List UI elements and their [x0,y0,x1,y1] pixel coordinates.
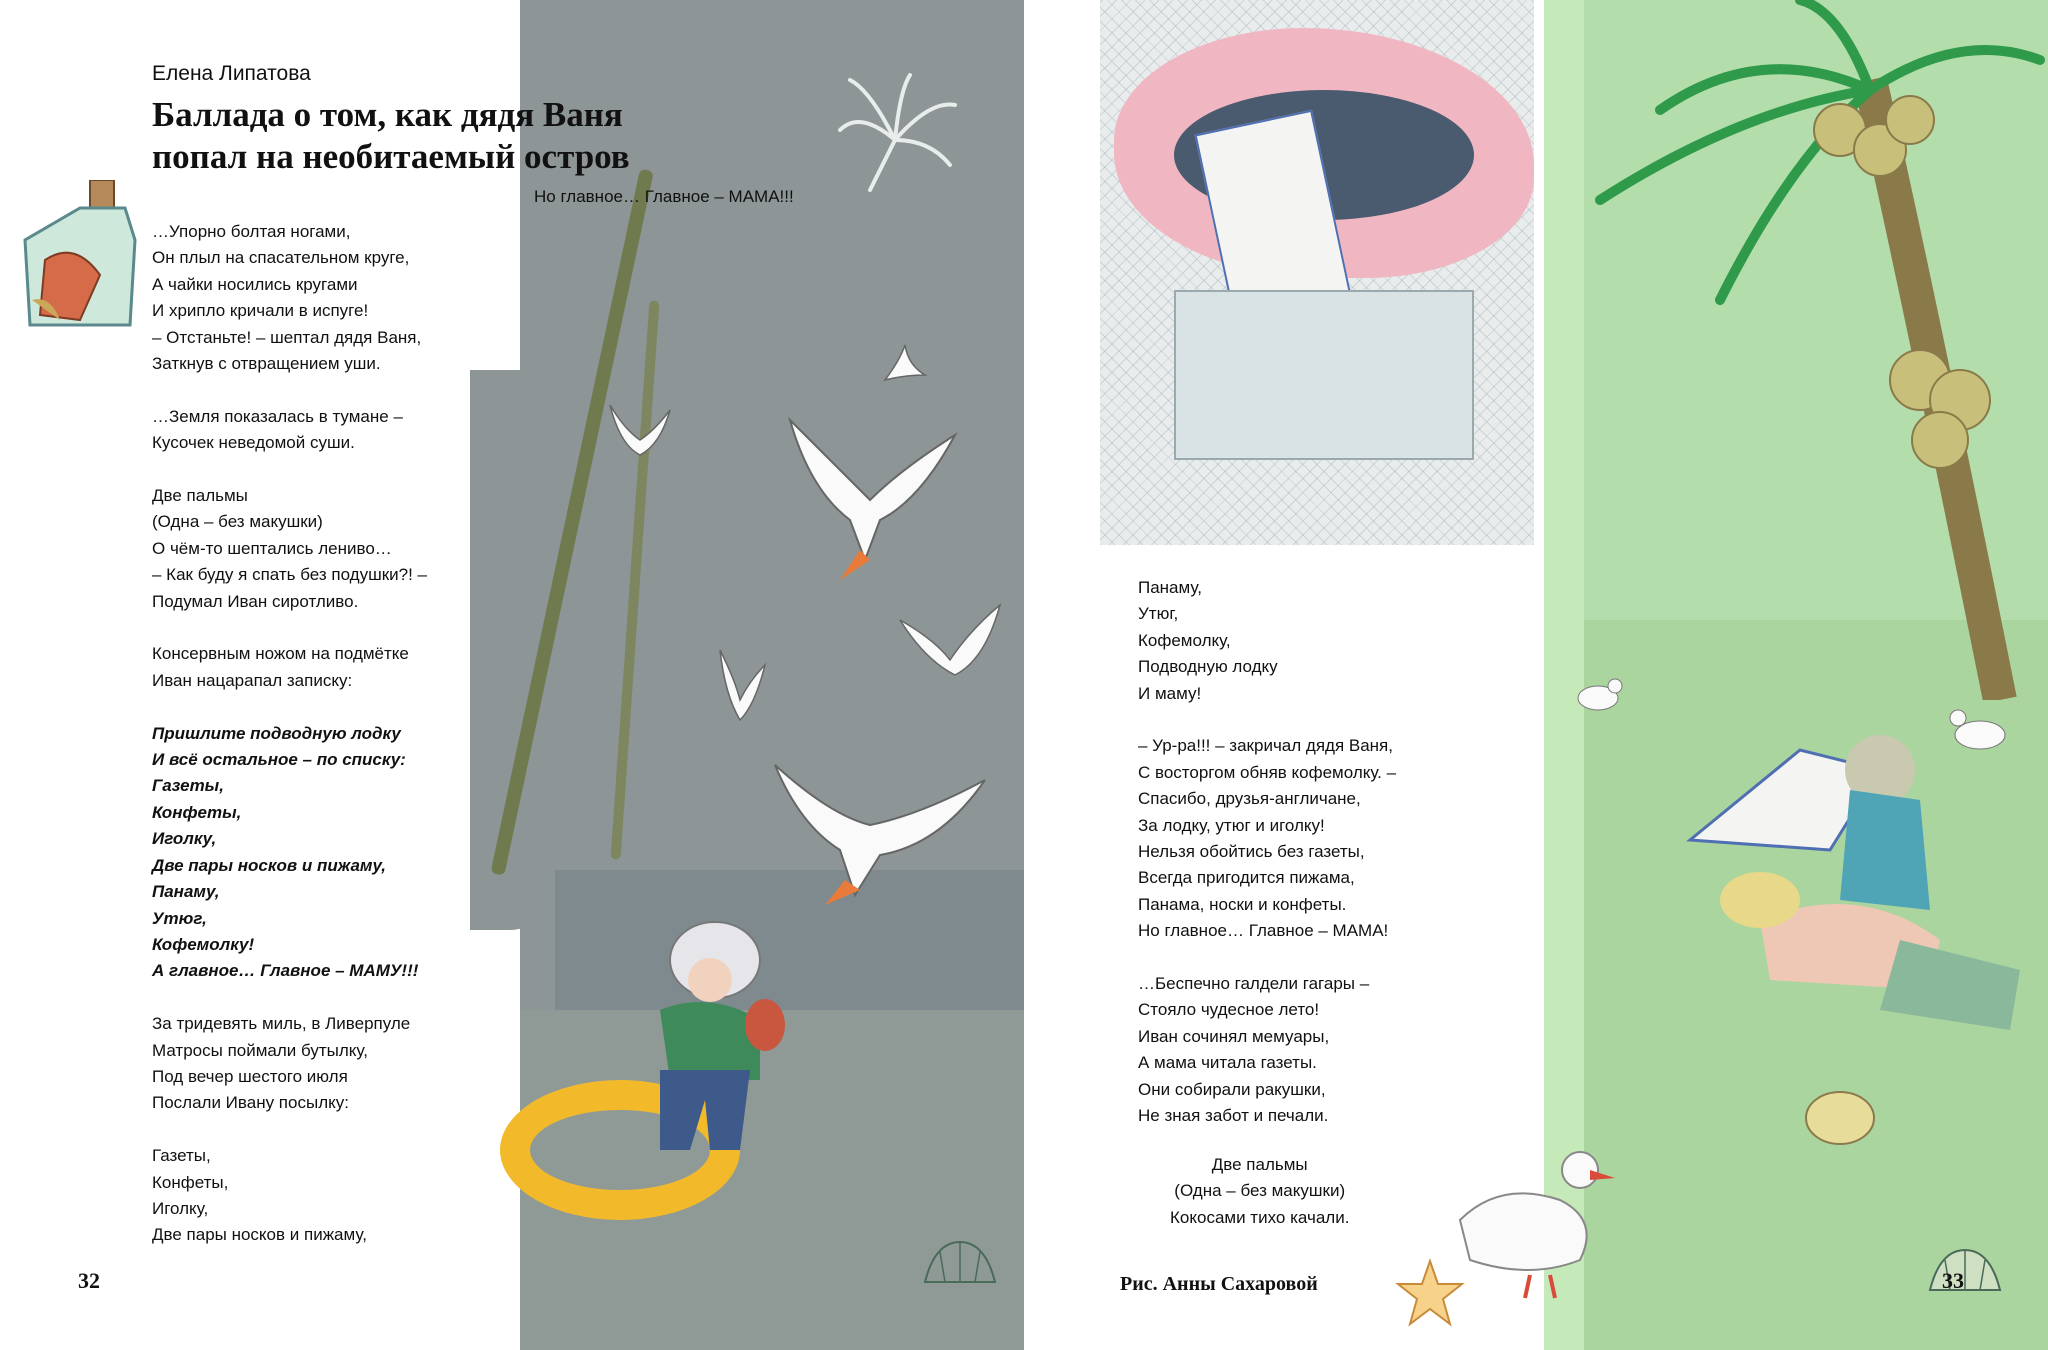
poem-line: Иголку, [152,829,217,849]
poem-line: Иван нацарапал записку: [152,670,353,690]
stanza-gap [152,985,427,1011]
poem-line: Не зная забот и печали. [1138,1106,1329,1126]
poem-line: Стояло чудесное лето! [1138,1000,1320,1020]
poem-line: Кофемолку! [152,934,255,954]
poem-line: Нельзя обойтись без газеты, [1138,842,1365,862]
gull-standing-illustration [1440,1140,1620,1300]
uncle-vanya-illustration [600,920,840,1160]
mother-reading-illustration [1680,710,2040,1090]
page-number: 33 [1942,1268,1964,1293]
poem-line: С восторгом обняв кофемолку. – [1138,762,1397,782]
epigraph: Но главное… Главное – МАМА!!! [534,187,794,206]
poem-line: Но главное… Главное – МАМА! [1138,921,1389,941]
poem-line: Кусочек неведомой суши. [152,433,355,453]
poem-line: – Ур-ра!!! – закричал дядя Ваня, [1138,736,1393,756]
poem-line: …Беспечно галдели гагары – [1138,974,1370,994]
poem-line: Кофемолку, [1138,630,1231,650]
poem-line: – Как буду я спать без подушки?! – [152,565,427,585]
poem-line: Конфеты, [152,802,242,822]
poem-line: Он плыл на спасательном круге, [152,248,410,268]
poem-line: Подумал Иван сиротливо. [152,591,359,611]
stanza-gap [1138,707,1396,733]
stanza-gap [152,615,427,641]
poem-line: Заткнув с отвращением уши. [152,354,381,374]
seagull-icon [880,340,930,390]
poem-line: Кокосами тихо качали. [1170,1207,1350,1227]
poem-line: Две пальмы [152,486,248,506]
poem-line: А главное… Главное – МАМУ!!! [152,961,419,981]
poem-line: О чём-то шептались лениво… [152,538,392,558]
illustrator-credit: Рис. Анны Сахаровой [1120,1273,1318,1295]
seagull-icon [770,410,960,590]
poem-line: Утюг, [152,908,207,928]
message-bottle-icon [20,180,140,330]
poem-line: Консервным ножом на подмётке [152,644,409,664]
poem-line: Матросы поймали бутылку, [152,1040,368,1060]
shell-icon [1920,1240,2010,1300]
poem-line: И хрипло кричали в испуге! [152,301,369,321]
poem-line: Иван сочинял мемуары, [1138,1026,1330,1046]
poem-line: А мама читала газеты. [1138,1053,1317,1073]
poem-line: (Одна – без макушки) [152,512,323,532]
poem-line: Послали Ивану посылку: [152,1093,349,1113]
poem-line: И всё остальное – по списку: [152,750,406,770]
author-name: Елена Липатова [152,62,311,85]
shell-icon [915,1232,1005,1292]
poem-line: Подводную лодку [1138,657,1278,677]
poem-line: И маму! [1138,683,1202,703]
poem-line: Панаму, [152,882,220,902]
seagull-icon [710,645,770,725]
coconut-icon [1800,1080,1880,1150]
poem-line: Пришлите подводную лодку [152,723,401,743]
poem-column-right [1138,575,1396,1130]
poem-line: (Одна – без макушки) [1174,1181,1346,1201]
poem-line: А чайки носились кругами [152,274,358,294]
poem-line: – Отстаньте! – шептал дядя Ваня, [152,327,422,347]
poem-line: Газеты, [152,776,224,796]
stanza-gap [152,457,427,483]
poem-line: Конфеты, [152,1172,229,1192]
stanza-gap [152,377,427,403]
poem-line: Утюг, [1138,604,1179,624]
poem-line: …Упорно болтая ногами, [152,222,351,241]
poem-line: Две пары носков и пижаму, [152,855,387,875]
poem-line: Панаму, [1138,578,1202,597]
palm-tree-icon [1540,0,2048,700]
stanza-gap [1138,945,1396,971]
poem-column-left [152,219,427,1249]
page-number: 32 [78,1268,100,1293]
poem-title-line: Баллада о том, как дядя Ваня [152,95,623,134]
poem-line: Газеты, [152,1146,211,1166]
poem-line: Две пары носков и пижаму, [152,1225,367,1245]
seagull-icon [895,600,1005,690]
poem-title-line: попал на необитаемый остров [152,137,630,176]
poem-line: Они собирали ракушки, [1138,1079,1326,1099]
poem-line: Всегда пригодится пижама, [1138,868,1355,888]
stanza-gap [152,1117,427,1143]
poem-line: Спасибо, друзья-англичане, [1138,789,1361,809]
seagull-icon [1570,670,1630,720]
poem-line: …Земля показалась в тумане – [152,406,403,426]
poem-line: За тридевять миль, в Ливерпуле [152,1014,411,1034]
parcel-box-icon [1174,290,1474,460]
poem-line: Панама, носки и конфеты. [1138,894,1347,914]
poem-line: Под вечер шестого июля [152,1066,348,1086]
poem-line: Две пальмы [1211,1155,1308,1174]
stanza-gap [152,694,427,720]
poem-title [152,94,752,178]
palm-tree-icon [830,70,960,200]
starfish-icon [1395,1258,1465,1328]
poem-line: За лодку, утюг и иголку! [1138,815,1325,835]
seagull-icon [770,755,990,905]
poem-line: Иголку, [152,1198,209,1218]
seagull-icon [600,400,680,470]
poem-coda [1170,1152,1349,1231]
